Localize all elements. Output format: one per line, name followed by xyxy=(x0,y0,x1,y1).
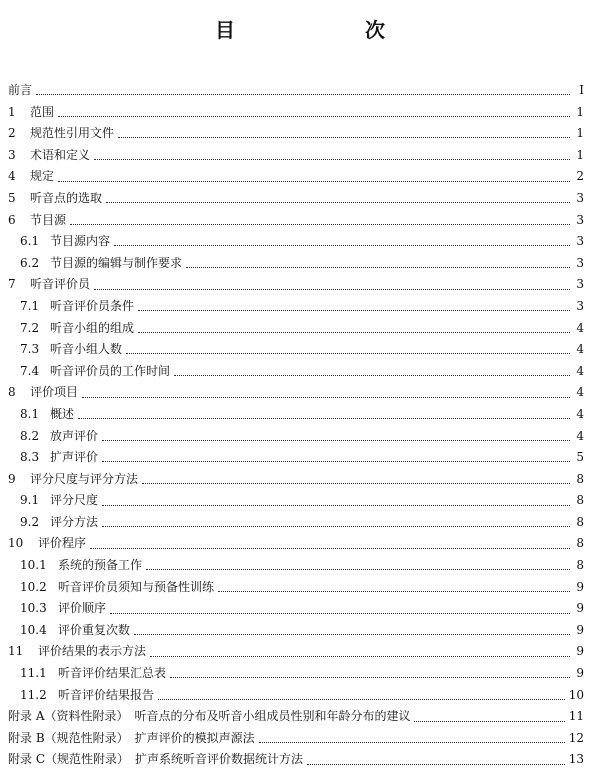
toc-number: 10.2 xyxy=(20,579,47,594)
toc-number: 5 xyxy=(8,190,16,205)
toc-page: 9 xyxy=(576,644,584,659)
toc-number: 10.1 xyxy=(20,558,47,573)
leader-dots xyxy=(90,540,570,549)
toc-page: 8 xyxy=(576,493,584,508)
toc-page: 10 xyxy=(568,687,584,702)
toc-number: 4 xyxy=(8,169,16,184)
leader-dots xyxy=(110,605,570,614)
toc-subentry[interactable] xyxy=(8,296,584,318)
toc-number: 7.4 xyxy=(20,363,40,378)
toc-subentry[interactable] xyxy=(8,663,584,685)
toc-label: 节目源的编辑与制作要求 xyxy=(50,255,183,270)
toc-label: 评价重复次数 xyxy=(58,622,131,637)
toc-label: 节目源内容 xyxy=(50,234,111,249)
toc-label: 附录 A（资料性附录） 听音点的分布及听音小组成员性别和年龄分布的建议 xyxy=(8,709,411,724)
toc-number: 11 xyxy=(8,644,24,659)
toc-number: 8.1 xyxy=(20,406,40,421)
leader-dots xyxy=(259,734,565,743)
leader-dots xyxy=(102,453,570,462)
leader-dots xyxy=(58,173,570,182)
toc-number: 8 xyxy=(8,385,16,400)
leader-dots xyxy=(142,475,570,484)
toc-page: 9 xyxy=(576,622,584,637)
toc-number: 6.1 xyxy=(20,234,40,249)
toc-appendix-entry[interactable] xyxy=(8,706,584,728)
toc-number: 8.2 xyxy=(20,428,40,443)
toc-subentry[interactable] xyxy=(8,620,584,642)
toc-page: I xyxy=(579,83,584,97)
toc-subentry[interactable] xyxy=(8,426,584,448)
toc-label: 评分方法 xyxy=(50,514,99,529)
leader-dots xyxy=(134,626,570,635)
leader-dots xyxy=(102,518,570,527)
toc-label: 评价项目 xyxy=(30,385,79,400)
toc-number: 7.3 xyxy=(20,342,40,357)
toc-label: 术语和定义 xyxy=(30,147,91,162)
toc-appendix-entry[interactable] xyxy=(8,728,584,750)
leader-dots xyxy=(114,237,570,246)
toc-number: 9 xyxy=(8,471,16,486)
toc-subentry[interactable] xyxy=(8,555,584,577)
toc-number: 11.1 xyxy=(20,666,47,681)
toc-number: 6 xyxy=(8,212,16,227)
toc-label: 附录 B（规范性附录） 扩声评价的模拟声源法 xyxy=(8,730,255,745)
leader-dots xyxy=(138,302,570,311)
toc-label: 听音评价员条件 xyxy=(50,298,135,313)
toc-page: 4 xyxy=(576,406,584,421)
leader-dots xyxy=(118,129,570,138)
toc-label: 听音评价结果汇总表 xyxy=(58,666,167,681)
table-of-contents xyxy=(8,80,584,771)
leader-dots xyxy=(307,756,565,765)
toc-label: 前言 xyxy=(8,83,33,97)
toc-number: 7 xyxy=(8,277,16,292)
toc-entry[interactable] xyxy=(8,274,584,296)
toc-label: 听音评价员须知与预备性训练 xyxy=(58,579,215,594)
toc-subentry[interactable] xyxy=(8,447,584,469)
page-title: 目 次 xyxy=(215,18,415,42)
leader-dots xyxy=(126,345,570,354)
toc-page: 1 xyxy=(576,147,584,162)
toc-page: 12 xyxy=(568,730,584,745)
leader-dots xyxy=(158,691,565,700)
toc-entry[interactable] xyxy=(8,188,584,210)
toc-page: 1 xyxy=(576,126,584,141)
toc-label: 规定 xyxy=(30,169,55,184)
toc-entry[interactable] xyxy=(8,641,584,663)
toc-subentry[interactable] xyxy=(8,685,584,707)
toc-number: 7.2 xyxy=(20,320,40,335)
toc-label: 放声评价 xyxy=(50,428,99,443)
toc-subentry[interactable] xyxy=(8,598,584,620)
leader-dots xyxy=(186,259,570,268)
toc-label: 附录 C（规范性附录） 扩声系统听音评价数据统计方法 xyxy=(8,752,303,767)
toc-page: 3 xyxy=(576,190,584,205)
toc-subentry[interactable] xyxy=(8,490,584,512)
toc-label: 评价程序 xyxy=(38,536,87,551)
leader-dots xyxy=(150,648,570,657)
toc-page: 8 xyxy=(576,471,584,486)
toc-number: 1 xyxy=(8,104,16,119)
toc-subentry[interactable] xyxy=(8,577,584,599)
toc-label: 听音小组的组成 xyxy=(50,320,135,335)
leader-dots xyxy=(138,324,570,333)
toc-page: 8 xyxy=(576,514,584,529)
toc-entry[interactable] xyxy=(8,80,584,102)
toc-page: 3 xyxy=(576,277,584,292)
leader-dots xyxy=(146,561,570,570)
toc-label: 扩声评价 xyxy=(50,450,99,465)
toc-label: 听音评价员的工作时间 xyxy=(50,363,171,378)
toc-subentry[interactable] xyxy=(8,339,584,361)
toc-page: 2 xyxy=(576,169,584,184)
leader-dots xyxy=(58,108,570,117)
toc-page: 5 xyxy=(576,450,584,465)
toc-page: 8 xyxy=(576,536,584,551)
toc-page: 4 xyxy=(576,320,584,335)
leader-dots xyxy=(94,151,570,160)
leader-dots xyxy=(78,410,570,419)
toc-page: 3 xyxy=(576,298,584,313)
toc-number: 8.3 xyxy=(20,450,40,465)
toc-label: 系统的预备工作 xyxy=(58,558,143,573)
toc-label: 听音评价结果报告 xyxy=(58,687,155,702)
leader-dots xyxy=(36,86,570,95)
leader-dots xyxy=(414,713,564,722)
toc-page: 9 xyxy=(576,579,584,594)
toc-label: 概述 xyxy=(50,406,75,421)
toc-page: 3 xyxy=(576,255,584,270)
toc-page: 13 xyxy=(568,752,584,767)
toc-label: 听音点的选取 xyxy=(30,190,103,205)
toc-number: 7.1 xyxy=(20,298,40,313)
toc-page: 3 xyxy=(576,234,584,249)
toc-page: 4 xyxy=(576,385,584,400)
toc-label: 评价结果的表示方法 xyxy=(38,644,147,659)
toc-page: 4 xyxy=(576,428,584,443)
toc-appendix-entry[interactable] xyxy=(8,749,584,771)
toc-page: 11 xyxy=(568,709,584,724)
toc-label: 评分尺度与评分方法 xyxy=(30,471,139,486)
toc-subentry[interactable] xyxy=(8,253,584,275)
toc-entry[interactable] xyxy=(8,166,584,188)
leader-dots xyxy=(70,216,570,225)
toc-subentry[interactable] xyxy=(8,318,584,340)
toc-page: 9 xyxy=(576,666,584,681)
toc-subentry[interactable] xyxy=(8,512,584,534)
toc-page: 9 xyxy=(576,601,584,616)
toc-number: 10 xyxy=(8,536,24,551)
leader-dots xyxy=(174,367,570,376)
toc-label: 规范性引用文件 xyxy=(30,126,115,141)
leader-dots xyxy=(218,583,570,592)
leader-dots xyxy=(102,432,570,441)
toc-entry[interactable] xyxy=(8,210,584,232)
toc-label: 范围 xyxy=(30,104,55,119)
leader-dots xyxy=(170,669,570,678)
leader-dots xyxy=(82,389,570,398)
toc-entry[interactable] xyxy=(8,469,584,491)
toc-page: 1 xyxy=(576,104,584,119)
toc-entry[interactable] xyxy=(8,382,584,404)
leader-dots xyxy=(102,497,570,506)
toc-subentry[interactable] xyxy=(8,231,584,253)
toc-page: 4 xyxy=(576,363,584,378)
toc-label: 评价顺序 xyxy=(58,601,107,616)
toc-label: 节目源 xyxy=(30,212,67,227)
toc-subentry[interactable] xyxy=(8,361,584,383)
toc-entry[interactable] xyxy=(8,533,584,555)
toc-label: 评分尺度 xyxy=(50,493,99,508)
toc-page: 3 xyxy=(576,212,584,227)
toc-number: 10.3 xyxy=(20,601,47,616)
toc-number: 6.2 xyxy=(20,255,40,270)
toc-label: 听音小组人数 xyxy=(50,342,123,357)
toc-subentry[interactable] xyxy=(8,404,584,426)
toc-number: 2 xyxy=(8,126,16,141)
toc-number: 11.2 xyxy=(20,687,47,702)
toc-label: 听音评价员 xyxy=(30,277,91,292)
toc-entry[interactable] xyxy=(8,102,584,124)
toc-page: 4 xyxy=(576,342,584,357)
toc-number: 9.2 xyxy=(20,514,40,529)
toc-number: 3 xyxy=(8,147,16,162)
toc-page: 8 xyxy=(576,558,584,573)
leader-dots xyxy=(94,281,570,290)
toc-entry[interactable] xyxy=(8,123,584,145)
toc-entry[interactable] xyxy=(8,145,584,167)
toc-number: 10.4 xyxy=(20,622,47,637)
leader-dots xyxy=(106,194,570,203)
toc-number: 9.1 xyxy=(20,493,40,508)
